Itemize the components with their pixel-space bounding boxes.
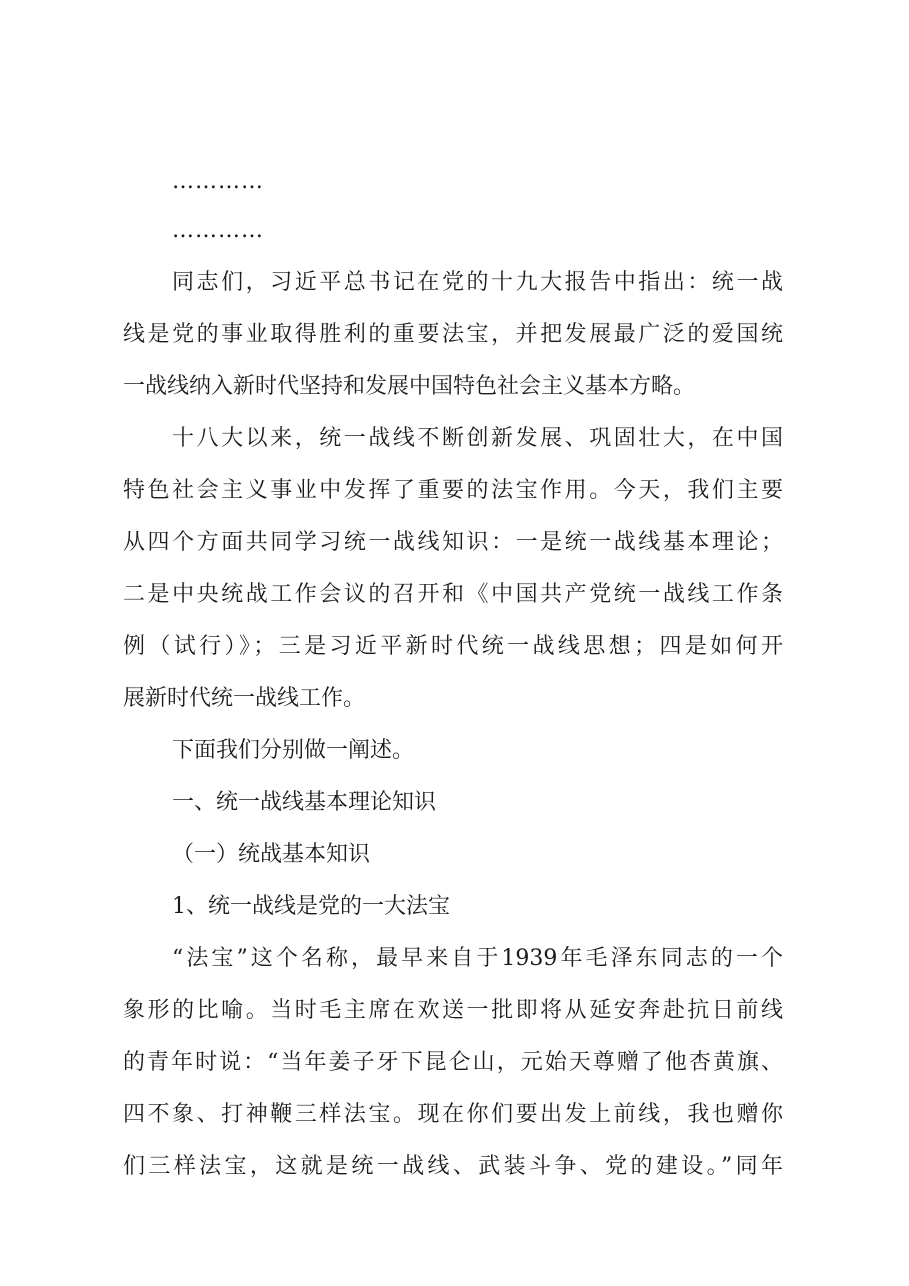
- paragraph-line: 象形的比喻。当时毛主席在欢送一批即将从延安奔赴抗日前线: [123, 998, 783, 1023]
- paragraph-line: 的青年时说：“当年姜子牙下昆仑山，元始天尊赠了他杏黄旗、: [123, 1050, 783, 1075]
- item-heading: 1、统一战线是党的一大法宝: [172, 894, 450, 919]
- paragraph-line: 例（试行）》；三是习近平新时代统一战线思想；四是如何开: [123, 634, 783, 659]
- paragraph-line: 二是中央统战工作会议的召开和《中国共产党统一战线工作条: [123, 582, 783, 607]
- paragraph-line: 从四个方面共同学习统一战线知识：一是统一战线基本理论；: [123, 530, 783, 555]
- paragraph-line: 特色社会主义事业中发挥了重要的法宝作用。今天，我们主要: [123, 478, 783, 503]
- paragraph-line: 同志们，习近平总书记在党的十九大报告中指出：统一战: [172, 270, 783, 295]
- section-heading: 一、统一战线基本理论知识: [172, 790, 437, 815]
- paragraph-line: 线是党的事业取得胜利的重要法宝，并把发展最广泛的爱国统: [123, 322, 783, 347]
- ellipsis-line: …………: [172, 169, 264, 194]
- paragraph-line: “法宝”这个名称，最早来自于1939年毛泽东同志的一个: [172, 946, 783, 971]
- paragraph-line: 一战线纳入新时代坚持和发展中国特色社会主义基本方略。: [123, 374, 696, 399]
- paragraph-line: 下面我们分别做一阐述。: [172, 738, 415, 763]
- ellipsis-line: …………: [172, 218, 264, 243]
- paragraph-line: 们三样法宝，这就是统一战线、武装斗争、党的建设。”同年: [123, 1154, 783, 1179]
- subsection-heading: （一）统战基本知识: [172, 842, 371, 867]
- paragraph-line: 十八大以来，统一战线不断创新发展、巩固壮大，在中国: [172, 426, 783, 451]
- paragraph-line: 四不象、打神鞭三样法宝。现在你们要出发上前线，我也赠你: [123, 1102, 783, 1127]
- paragraph-line: 展新时代统一战线工作。: [123, 686, 366, 711]
